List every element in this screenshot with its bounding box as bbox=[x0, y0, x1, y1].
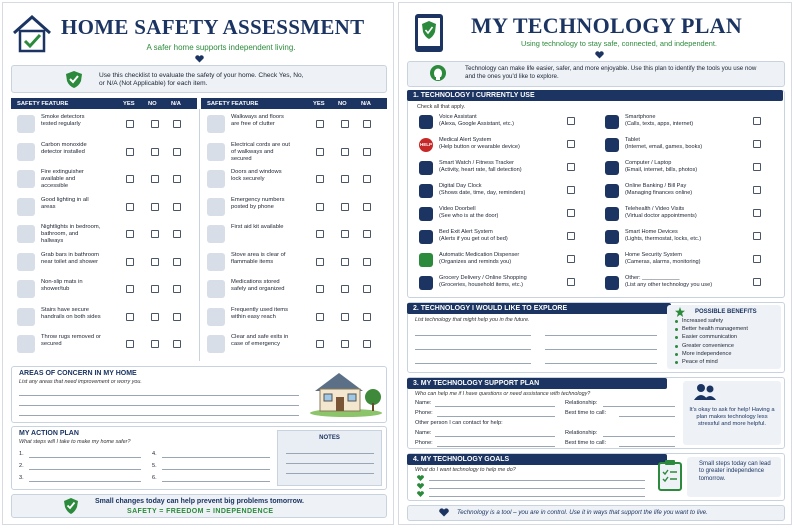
safety-item-label: Stairs have secure handrails on both sides bbox=[41, 306, 101, 320]
safety-item-label: Smoke detectors tested regularly bbox=[41, 114, 85, 127]
name-field[interactable] bbox=[435, 436, 555, 437]
no-checkbox[interactable] bbox=[341, 313, 349, 321]
other-person-label: Other person I can contact for help: bbox=[415, 420, 503, 426]
yes-checkbox[interactable] bbox=[316, 203, 324, 211]
safety-item-label: Carbon monoxide detector installed bbox=[41, 141, 87, 155]
tech-item-name: Smartphone bbox=[625, 114, 656, 120]
tech-checkbox[interactable] bbox=[567, 140, 575, 148]
safety-item-label: Fire extinguisher available and accessible bbox=[41, 169, 84, 189]
heart-icon bbox=[439, 508, 449, 517]
section-3-header: 3. MY TECHNOLOGY SUPPORT PLAN bbox=[407, 378, 667, 389]
step-line[interactable] bbox=[162, 481, 270, 482]
yes-checkbox[interactable] bbox=[316, 175, 324, 183]
yes-checkbox[interactable] bbox=[126, 230, 134, 238]
tech-item-desc: (Groceries, household items, etc.) bbox=[439, 281, 523, 288]
explore-line[interactable] bbox=[545, 363, 657, 364]
tech-item-icon bbox=[419, 207, 433, 221]
na-checkbox[interactable] bbox=[173, 258, 181, 266]
safety-item-icon bbox=[207, 198, 225, 216]
na-checkbox[interactable] bbox=[173, 148, 181, 156]
goal-line[interactable] bbox=[429, 480, 645, 481]
tablet-shield-icon bbox=[413, 12, 445, 54]
tech-checkbox[interactable] bbox=[567, 117, 575, 125]
yes-checkbox[interactable] bbox=[126, 313, 134, 321]
tech-item-icon bbox=[605, 184, 619, 198]
concern-title: AREAS OF CONCERN IN MY HOME bbox=[19, 370, 137, 377]
phone-field[interactable] bbox=[437, 416, 555, 417]
star-icon bbox=[675, 307, 685, 317]
tech-item-label bbox=[625, 114, 743, 128]
tech-item-label bbox=[439, 275, 557, 289]
tech-item-label bbox=[625, 275, 743, 289]
safety-item-label: Doors and windows lock securely bbox=[231, 169, 282, 182]
safety-item-icon bbox=[207, 253, 225, 271]
tech-item-name: Other: ____________ bbox=[625, 275, 680, 281]
na-checkbox[interactable] bbox=[363, 120, 371, 128]
tech-item-label bbox=[625, 229, 743, 243]
tech-item-icon bbox=[419, 161, 433, 175]
heart-icon bbox=[417, 483, 424, 489]
no-checkbox[interactable] bbox=[151, 148, 159, 156]
tech-item-icon bbox=[419, 184, 433, 198]
tech-item-name: Online Banking / Bill Pay bbox=[625, 183, 687, 189]
no-checkbox[interactable] bbox=[151, 175, 159, 183]
safety-item-icon bbox=[207, 143, 225, 161]
page-title: HOME SAFETY ASSESSMENT bbox=[61, 15, 365, 39]
tech-checkbox[interactable] bbox=[753, 209, 761, 217]
people-icon bbox=[693, 383, 717, 401]
tech-item-desc: (Organizes and reminds you) bbox=[439, 258, 512, 265]
tech-item-name: Bed Exit Alert System bbox=[439, 229, 493, 235]
tech-item-icon bbox=[605, 207, 619, 221]
table-header-left: SAFETY FEATURE YES NO N/A bbox=[11, 98, 197, 109]
no-checkbox[interactable] bbox=[151, 258, 159, 266]
concern-line[interactable] bbox=[19, 395, 299, 396]
tech-item-desc: (Managing finances online) bbox=[625, 189, 693, 196]
tech-checkbox[interactable] bbox=[753, 278, 761, 286]
yes-checkbox[interactable] bbox=[316, 313, 324, 321]
footer-motto: SAFETY = FREEDOM = INDEPENDENCE bbox=[127, 508, 274, 515]
safety-item-label: Walkways and floors are free of clutter bbox=[231, 114, 284, 127]
safety-item-icon bbox=[207, 335, 225, 353]
no-checkbox[interactable] bbox=[341, 258, 349, 266]
step-line[interactable] bbox=[162, 457, 270, 458]
tech-item-name: Computer / Laptop bbox=[625, 160, 672, 166]
table-header-right: SAFETY FEATURE YES NO N/A bbox=[201, 98, 387, 109]
clipboard-icon bbox=[657, 459, 683, 491]
tech-item-label bbox=[439, 252, 557, 266]
tech-item-name: Home Security System bbox=[625, 252, 682, 258]
concern-prompt: List any areas that need improvement or worry you. bbox=[19, 379, 142, 385]
benefits-title: POSSIBLE BENEFITS bbox=[695, 309, 757, 315]
relationship-field[interactable] bbox=[603, 406, 675, 407]
tech-item-name: Grocery Delivery / Online Shopping bbox=[439, 275, 527, 281]
no-checkbox[interactable] bbox=[341, 203, 349, 211]
step-number: 3. bbox=[19, 475, 24, 481]
safety-item-icon bbox=[207, 170, 225, 188]
yes-checkbox[interactable] bbox=[316, 285, 324, 293]
goal-line[interactable] bbox=[429, 496, 645, 497]
safety-item-icon bbox=[17, 115, 35, 133]
tech-item-name: Telehealth / Video Visits bbox=[625, 206, 685, 212]
no-checkbox[interactable] bbox=[151, 285, 159, 293]
na-checkbox[interactable] bbox=[173, 230, 181, 238]
explore-line[interactable] bbox=[415, 335, 531, 336]
benefit-item: Peace of mind bbox=[682, 359, 718, 365]
tech-item-icon bbox=[605, 115, 619, 129]
yes-checkbox[interactable] bbox=[126, 148, 134, 156]
safety-item-label: Stove area is clear of flammable items bbox=[231, 251, 286, 265]
tech-item-desc: (Lights, thermostat, locks, etc.) bbox=[625, 235, 702, 242]
tech-item-icon bbox=[419, 230, 433, 244]
safety-item-icon bbox=[207, 225, 225, 243]
na-checkbox[interactable] bbox=[173, 203, 181, 211]
technology-plan-page bbox=[398, 2, 792, 525]
house-check-icon bbox=[11, 13, 53, 53]
safety-item-icon bbox=[17, 170, 35, 188]
heart-icon bbox=[195, 55, 204, 63]
tech-item-label bbox=[439, 206, 557, 220]
section-1-header: 1. TECHNOLOGY I CURRENTLY USE bbox=[407, 90, 783, 101]
safety-item-label: Throw rugs removed or secured bbox=[41, 334, 101, 347]
yes-checkbox[interactable] bbox=[126, 258, 134, 266]
safety-item-icon bbox=[17, 335, 35, 353]
na-checkbox[interactable] bbox=[173, 285, 181, 293]
explore-line[interactable] bbox=[415, 363, 531, 364]
yes-checkbox[interactable] bbox=[316, 148, 324, 156]
tech-checkbox[interactable] bbox=[753, 232, 761, 240]
step-line[interactable] bbox=[29, 469, 141, 470]
safety-item-icon bbox=[17, 253, 35, 271]
footer-text: Small changes today can help prevent big problems tomorrow. bbox=[95, 498, 305, 505]
section-4-prompt: What do I want technology to help me do? bbox=[415, 467, 516, 473]
notes-label: NOTES bbox=[319, 435, 340, 441]
tech-item-name: Tablet bbox=[625, 137, 640, 143]
safety-item-label: Frequently used items within easy reach bbox=[231, 306, 289, 320]
intro-text: Use this checklist to evaluate the safety of your home. Check Yes, No, or N/A (Not Applicable) for each item. bbox=[99, 72, 304, 87]
tech-item-label bbox=[439, 160, 557, 174]
shield-check-icon bbox=[63, 497, 79, 515]
intro-text: Technology can make life easier, safer, and more enjoyable. Use this plan to identify the tools you use now and the ones you'd like to explore. bbox=[465, 65, 757, 80]
table-divider bbox=[199, 109, 200, 361]
tech-item-icon bbox=[605, 230, 619, 244]
yes-checkbox[interactable] bbox=[316, 120, 324, 128]
no-checkbox[interactable] bbox=[151, 313, 159, 321]
page-title: MY TECHNOLOGY PLAN bbox=[471, 13, 743, 38]
heart-icon bbox=[595, 51, 604, 59]
tech-checkbox[interactable] bbox=[567, 209, 575, 217]
na-checkbox[interactable] bbox=[363, 285, 371, 293]
na-checkbox[interactable] bbox=[363, 230, 371, 238]
no-checkbox[interactable] bbox=[151, 120, 159, 128]
no-checkbox[interactable] bbox=[341, 120, 349, 128]
yes-checkbox[interactable] bbox=[316, 340, 324, 348]
tech-item-desc: (Virtual doctor appointments) bbox=[625, 212, 697, 219]
yes-checkbox[interactable] bbox=[316, 258, 324, 266]
bullet-icon bbox=[675, 361, 678, 364]
name-field[interactable] bbox=[435, 406, 555, 407]
tech-item-label bbox=[625, 183, 743, 197]
tech-item-desc: (List any other technology you use) bbox=[625, 281, 713, 288]
tech-item-label bbox=[625, 252, 743, 266]
no-checkbox[interactable] bbox=[341, 285, 349, 293]
relationship-field[interactable] bbox=[603, 436, 675, 437]
tech-item-desc: (Help button or wearable device) bbox=[439, 143, 520, 150]
house-illustration-icon bbox=[309, 367, 383, 417]
tech-checkbox[interactable] bbox=[753, 140, 761, 148]
tech-item-label bbox=[625, 137, 743, 151]
explore-line[interactable] bbox=[545, 335, 657, 336]
phone-label: Phone: bbox=[415, 410, 433, 416]
tech-item-name: Automatic Medication Dispenser bbox=[439, 252, 520, 258]
step-number: 4. bbox=[152, 451, 157, 457]
tech-item-name: Medical Alert System bbox=[439, 137, 492, 143]
na-checkbox[interactable] bbox=[173, 120, 181, 128]
relationship-label: Relationship: bbox=[565, 430, 598, 436]
safety-item-label: Emergency numbers posted by phone bbox=[231, 196, 285, 210]
tech-checkbox[interactable] bbox=[753, 255, 761, 263]
explore-line[interactable] bbox=[415, 349, 531, 350]
footer-text: Technology is a tool – you are in control. Use it in ways that support the life you want to live. bbox=[457, 509, 708, 516]
action-title: MY ACTION PLAN bbox=[19, 430, 79, 437]
tech-item-label bbox=[439, 137, 557, 151]
benefit-item: Easier communication bbox=[682, 334, 738, 341]
phone-label: Phone: bbox=[415, 440, 433, 446]
safety-item-label: Clear and safe exits in case of emergency bbox=[231, 334, 289, 347]
no-checkbox[interactable] bbox=[341, 175, 349, 183]
tech-item-name: Digital Day Clock bbox=[439, 183, 482, 189]
relationship-label: Relationship: bbox=[565, 400, 598, 406]
safety-item-icon bbox=[17, 198, 35, 216]
help-button-icon: HELP bbox=[419, 138, 433, 152]
tech-item-label bbox=[625, 206, 743, 220]
tech-item-icon bbox=[605, 253, 619, 267]
safety-item-icon bbox=[207, 308, 225, 326]
safety-item-label: Grab bars in bathroom near toilet and shower bbox=[41, 251, 99, 265]
yes-checkbox[interactable] bbox=[126, 285, 134, 293]
tech-item-desc: (Shows date, time, day, reminders) bbox=[439, 189, 526, 196]
bullet-icon bbox=[675, 353, 678, 356]
tech-item-icon bbox=[605, 276, 619, 290]
tech-checkbox[interactable] bbox=[567, 255, 575, 263]
section-3-prompt: Who can help me if I have questions or need assistance with technology? bbox=[415, 391, 591, 397]
na-checkbox[interactable] bbox=[363, 203, 371, 211]
safety-item-icon bbox=[17, 280, 35, 298]
benefit-item: More independence bbox=[682, 350, 732, 357]
tech-item-desc: (Cameras, alarms, monitoring) bbox=[625, 258, 701, 265]
safety-item-label: First aid kit available bbox=[231, 224, 284, 230]
na-checkbox[interactable] bbox=[363, 313, 371, 321]
heart-icon bbox=[417, 491, 424, 497]
no-checkbox[interactable] bbox=[151, 230, 159, 238]
safety-item-icon bbox=[17, 308, 35, 326]
explore-line[interactable] bbox=[545, 349, 657, 350]
section-4-header: 4. MY TECHNOLOGY GOALS bbox=[407, 454, 667, 465]
safety-item-label: Good lighting in all areas bbox=[41, 196, 89, 210]
tech-item-label bbox=[439, 229, 557, 243]
home-safety-page bbox=[2, 2, 394, 525]
step-number: 5. bbox=[152, 463, 157, 469]
tech-checkbox[interactable] bbox=[753, 163, 761, 171]
tech-item-name: Smart Watch / Fitness Tracker bbox=[439, 160, 515, 166]
tech-item-desc: (Email, internet, bills, photos) bbox=[625, 166, 698, 173]
safety-item-label: Electrical cords are out of walkways and secured bbox=[231, 141, 290, 162]
yes-checkbox[interactable] bbox=[126, 175, 134, 183]
goal-note: Small steps today can lead to greater independence tomorrow. bbox=[699, 461, 771, 482]
step-number: 2. bbox=[19, 463, 24, 469]
yes-checkbox[interactable] bbox=[126, 120, 134, 128]
tech-item-desc: (See who is at the door) bbox=[439, 212, 499, 219]
name-label: Name: bbox=[415, 400, 432, 406]
tech-item-desc: (Alexa, Google Assistant, etc.) bbox=[439, 120, 514, 127]
bullet-icon bbox=[675, 345, 678, 348]
yes-checkbox[interactable] bbox=[316, 230, 324, 238]
na-checkbox[interactable] bbox=[363, 258, 371, 266]
safety-item-icon bbox=[17, 225, 35, 243]
step-line[interactable] bbox=[29, 481, 141, 482]
tech-item-icon bbox=[605, 161, 619, 175]
na-checkbox[interactable] bbox=[363, 175, 371, 183]
best-time-label: Best time to call: bbox=[565, 440, 607, 446]
yes-checkbox[interactable] bbox=[126, 340, 134, 348]
name-label: Name: bbox=[415, 430, 432, 436]
section-2-header: 2. TECHNOLOGY I WOULD LIKE TO EXPLORE bbox=[407, 303, 671, 314]
benefit-item: Increased safety bbox=[682, 318, 724, 324]
best-time-label: Best time to call: bbox=[565, 410, 607, 416]
section-1-prompt: Check all that apply. bbox=[417, 104, 466, 110]
no-checkbox[interactable] bbox=[341, 148, 349, 156]
tech-checkbox[interactable] bbox=[753, 117, 761, 125]
safety-item-label: Non-slip mats in shower/tub bbox=[41, 279, 83, 292]
tech-item-icon bbox=[419, 253, 433, 267]
na-checkbox[interactable] bbox=[173, 340, 181, 348]
page-subtitle: Using technology to stay safe, connected, and independent. bbox=[521, 39, 717, 48]
section-2-prompt: List technology that might help you in the future. bbox=[415, 317, 530, 323]
no-checkbox[interactable] bbox=[151, 340, 159, 348]
yes-checkbox[interactable] bbox=[126, 203, 134, 211]
step-line[interactable] bbox=[162, 469, 270, 470]
na-checkbox[interactable] bbox=[173, 313, 181, 321]
tech-item-label bbox=[625, 160, 743, 174]
tech-item-name: Voice Assistant bbox=[439, 114, 477, 120]
no-checkbox[interactable] bbox=[341, 230, 349, 238]
shield-check-icon bbox=[65, 70, 83, 89]
best-time-field[interactable] bbox=[619, 416, 675, 417]
bullet-icon bbox=[675, 320, 678, 323]
step-number: 6. bbox=[152, 475, 157, 481]
tech-item-label bbox=[439, 183, 557, 197]
tech-item-name: Smart Home Devices bbox=[625, 229, 678, 235]
heart-icon bbox=[417, 475, 424, 481]
tech-checkbox[interactable] bbox=[567, 232, 575, 240]
support-note: It's okay to ask for help! Having a plan makes technology less stressful and more helpful. bbox=[689, 407, 775, 427]
na-checkbox[interactable] bbox=[363, 148, 371, 156]
notes-box[interactable] bbox=[277, 430, 382, 486]
action-prompt: What steps will I take to make my home safer? bbox=[19, 439, 131, 445]
benefit-item: Better health management bbox=[682, 326, 748, 333]
goal-line[interactable] bbox=[429, 488, 645, 489]
tech-item-desc: (Calls, texts, apps, internet) bbox=[625, 120, 694, 127]
tech-item-icon bbox=[419, 115, 433, 129]
page-subtitle: A safer home supports independent living. bbox=[146, 43, 296, 52]
best-time-field[interactable] bbox=[619, 446, 675, 447]
safety-item-icon bbox=[207, 280, 225, 298]
tech-item-label bbox=[439, 114, 557, 128]
tech-item-desc: (Alerts if you get out of bed) bbox=[439, 235, 508, 242]
step-number: 1. bbox=[19, 451, 24, 457]
safety-item-label: Nightlights in bedroom, bathroom, and hallways bbox=[41, 224, 101, 244]
phone-field[interactable] bbox=[437, 446, 555, 447]
benefit-item: Greater convenience bbox=[682, 342, 734, 349]
tech-item-name: Video Doorbell bbox=[439, 206, 476, 212]
safety-item-icon bbox=[207, 115, 225, 133]
na-checkbox[interactable] bbox=[363, 340, 371, 348]
tech-checkbox[interactable] bbox=[753, 186, 761, 194]
tech-checkbox[interactable] bbox=[567, 278, 575, 286]
safety-item-label: Medications stored safely and organized bbox=[231, 279, 285, 292]
no-checkbox[interactable] bbox=[341, 340, 349, 348]
tech-checkbox[interactable] bbox=[567, 163, 575, 171]
no-checkbox[interactable] bbox=[151, 203, 159, 211]
tech-checkbox[interactable] bbox=[567, 186, 575, 194]
tech-item-icon bbox=[419, 276, 433, 290]
concern-line[interactable] bbox=[19, 405, 299, 406]
tech-item-icon bbox=[605, 138, 619, 152]
safety-item-icon bbox=[17, 143, 35, 161]
tech-item-desc: (Internet, email, games, books) bbox=[625, 143, 703, 150]
lightbulb-icon bbox=[429, 64, 447, 84]
step-line[interactable] bbox=[29, 457, 141, 458]
na-checkbox[interactable] bbox=[173, 175, 181, 183]
tech-item-desc: (Activity, heart rate, fall detection) bbox=[439, 166, 522, 173]
concern-line[interactable] bbox=[19, 415, 299, 416]
